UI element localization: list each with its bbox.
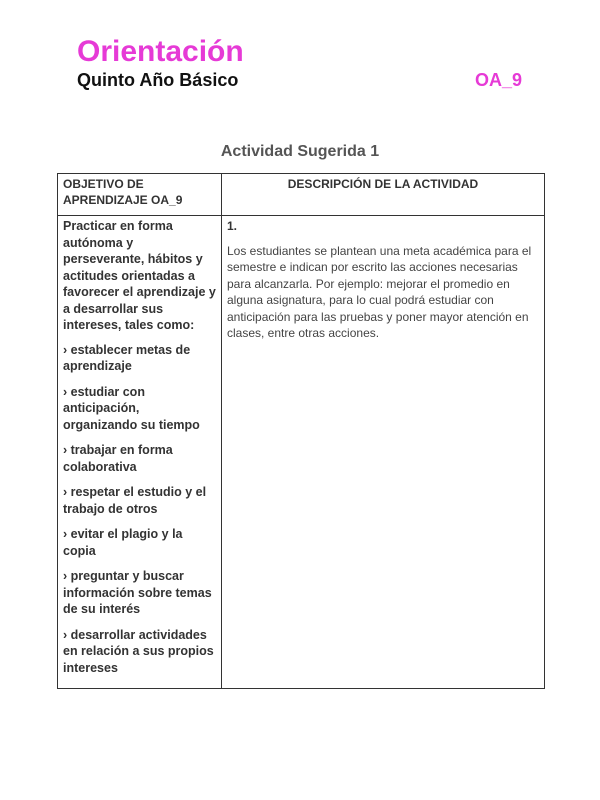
objective-code: OA_9 [474, 70, 522, 90]
description-header: DESCRIPCIÓN DE LA ACTIVIDAD [222, 174, 545, 216]
objective-header: OBJETIVO DE APRENDIZAJE OA_9 [58, 174, 222, 216]
objective-item: › desarrollar actividades en relación a sus propios intereses [63, 627, 214, 675]
objective-list [63, 342, 216, 677]
objective-item: › preguntar y buscar información sobre temas de su interés [63, 569, 212, 616]
objective-item: › trabajar en forma colaborativa [63, 443, 173, 474]
objective-cell [58, 216, 222, 689]
objective-item: › estudiar con anticipación, organizando su tiempo [63, 384, 200, 432]
objective-intro: Practicar en forma autónoma y perseverante, hábitos y actitudes orientadas a favorecer el aprendizaje y a desarrollar sus intereses, tales como: [63, 219, 216, 332]
objective-item: › establecer metas de aprendizaje [63, 342, 191, 373]
table-header-row [58, 174, 545, 216]
objective-item: › respetar el estudio y el trabajo de otros [63, 485, 207, 516]
activity-description: Los estudiantes se plantean una meta académica para el semestre e indican por escrito las acciones necesarias para alcanzarla. Por ejemplo: mejorar el promedio en alguna asignatura, para lo cual podrá estudiar con anticipación para las pruebas y poner mayor atención en clases, entre otras acciones. [227, 243, 532, 340]
activity-number: 1. [227, 219, 238, 233]
activity-title: Actividad Sugerida 1 [220, 143, 380, 160]
activity-table [57, 173, 545, 689]
table-row [58, 216, 545, 689]
description-cell [222, 216, 545, 689]
objective-item: › evitar el plagio y la copia [63, 527, 183, 558]
page-title: Orientación [77, 35, 244, 68]
grade-subtitle: Quinto Año Básico [77, 70, 239, 90]
